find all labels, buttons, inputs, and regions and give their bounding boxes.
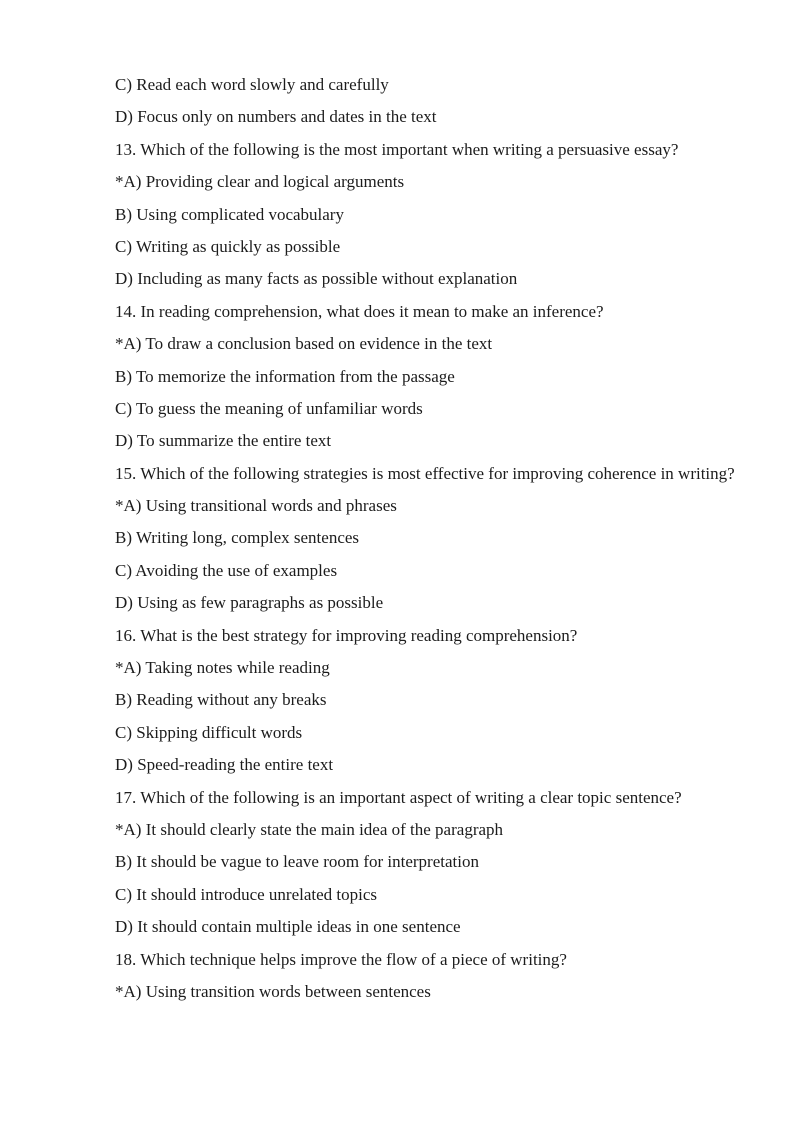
- option-17c: C) It should introduce unrelated topics: [115, 884, 378, 904]
- option-15c: C) Avoiding the use of examples: [115, 560, 338, 580]
- option-15b: B) Writing long, complex sentences: [115, 528, 360, 548]
- option-15d: D) Using as few paragraphs as possible: [115, 593, 384, 613]
- option-17b: B) It should be vague to leave room for interpretation: [115, 852, 479, 872]
- option-13a: *A) Providing clear and logical arguments: [115, 172, 405, 192]
- document-page: [115, 74, 745, 1013]
- option-16b: B) Reading without any breaks: [115, 690, 327, 710]
- question-14: 14. In reading comprehension, what does it mean to make an inference?: [115, 301, 604, 321]
- question-13: 13. Which of the following is the most important when writing a persuasive essay?: [115, 139, 679, 159]
- option-14a: *A) To draw a conclusion based on evidence in the text: [115, 334, 493, 354]
- option-14b: B) To memorize the information from the passage: [115, 366, 455, 386]
- option-13d: D) Including as many facts as possible without explanation: [115, 269, 518, 289]
- option-13b: B) Using complicated vocabulary: [115, 204, 344, 224]
- option-18a: *A) Using transition words between sentences: [115, 981, 431, 1001]
- question-15: 15. Which of the following strategies is most effective for improving coherence in writing?: [115, 463, 735, 483]
- option-14d: D) To summarize the entire text: [115, 431, 332, 451]
- question-18: 18. Which technique helps improve the flow of a piece of writing?: [115, 949, 567, 969]
- option-16c: C) Skipping difficult words: [115, 722, 303, 742]
- option-12d: D) Focus only on numbers and dates in the text: [115, 107, 437, 127]
- option-16a: *A) Taking notes while reading: [115, 658, 330, 678]
- option-12c: C) Read each word slowly and carefully: [115, 75, 389, 94]
- option-15a: *A) Using transitional words and phrases: [115, 496, 397, 516]
- question-16: 16. What is the best strategy for improving reading comprehension?: [115, 625, 578, 645]
- option-13c: C) Writing as quickly as possible: [115, 236, 341, 256]
- option-16d: D) Speed-reading the entire text: [115, 755, 334, 775]
- option-17d: D) It should contain multiple ideas in one sentence: [115, 917, 461, 937]
- option-17a: *A) It should clearly state the main idea of the paragraph: [115, 819, 504, 839]
- option-14c: C) To guess the meaning of unfamiliar words: [115, 398, 423, 418]
- question-17: 17. Which of the following is an important aspect of writing a clear topic sentence?: [115, 787, 682, 807]
